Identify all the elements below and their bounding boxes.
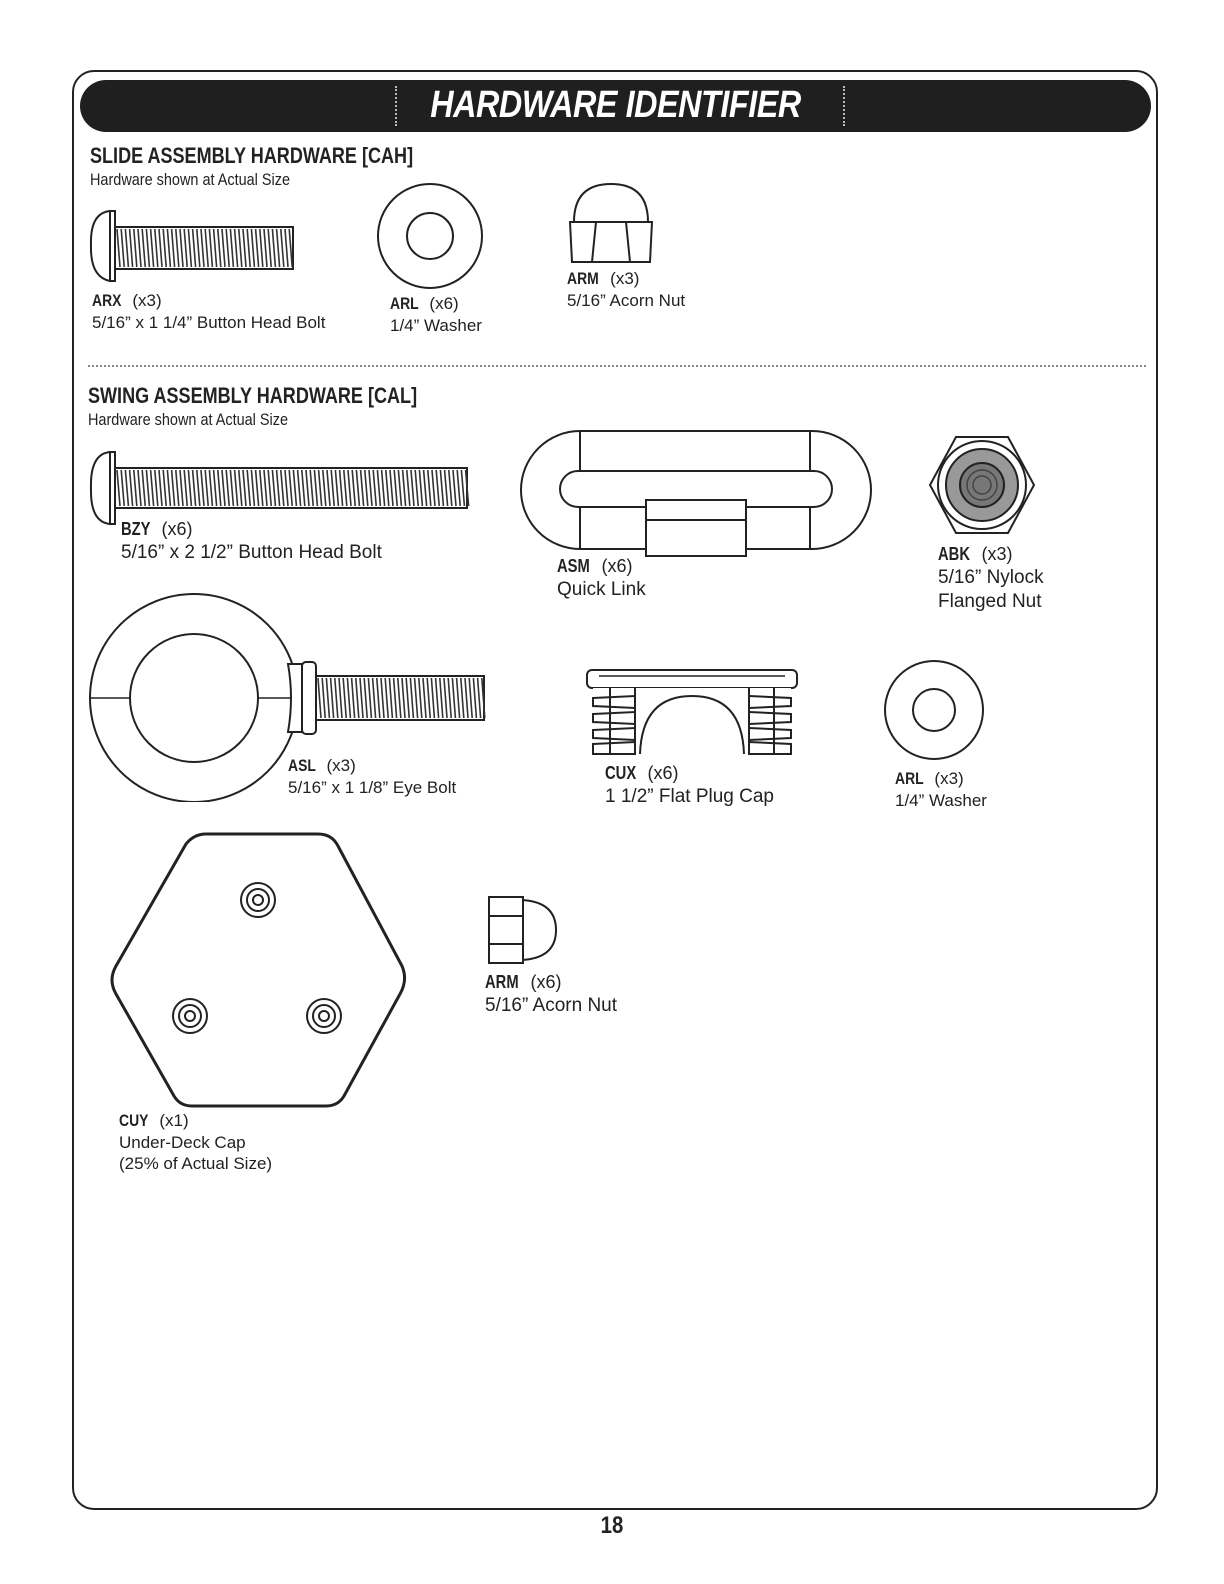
swing-item-cux: CUX (x6) 1 1/2” Flat Plug Cap [605,763,774,807]
quick-link-icon [518,428,874,560]
swing-item-arm: ARM (x6) 5/16” Acorn Nut [485,972,618,1016]
slide-section-subtitle: Hardware shown at Actual Size [90,170,291,189]
washer-icon [374,180,486,292]
slide-item-arx: ARX (x3) 5/16” x 1 1/4” Button Head Bolt [92,291,326,332]
section-divider [88,365,1146,367]
slide-item-arl: ARL (x6) 1/4” Washer [390,294,482,335]
swing-section-title: SWING ASSEMBLY HARDWARE [CAL] [88,383,418,408]
swing-item-bzy: BZY (x6) 5/16” x 2 1/2” Button Head Bolt [121,519,382,563]
swing-section-subtitle: Hardware shown at Actual Size [88,410,289,429]
acorn-nut-icon [566,182,656,268]
slide-item-arm: ARM (x3) 5/16” Acorn Nut [567,269,686,310]
swing-item-arl: ARL (x3) 1/4” Washer [895,769,987,810]
swing-item-abk: ABK (x3) 5/16” Nylock Flanged Nut [938,544,1044,612]
swing-item-asl: ASL (x3) 5/16” x 1 1/8” Eye Bolt [288,756,457,797]
long-button-head-bolt-icon [88,448,473,528]
title-banner [80,80,1151,132]
nylock-flanged-nut-icon [926,433,1038,539]
button-head-bolt-icon [88,205,298,287]
page-number: 18 [600,1512,624,1539]
acorn-nut-icon [486,894,560,966]
washer-icon [882,658,986,762]
swing-item-cuy: CUY (x1) Under-Deck Cap (25% of Actual Size) [119,1111,273,1174]
swing-item-asm: ASM (x6) Quick Link [557,556,646,600]
under-deck-cap-icon [106,830,410,1110]
flat-plug-cap-icon [585,668,799,758]
page-title: HARDWARE IDENTIFIER [430,84,801,126]
slide-section-title: SLIDE ASSEMBLY HARDWARE [CAH] [90,143,414,168]
